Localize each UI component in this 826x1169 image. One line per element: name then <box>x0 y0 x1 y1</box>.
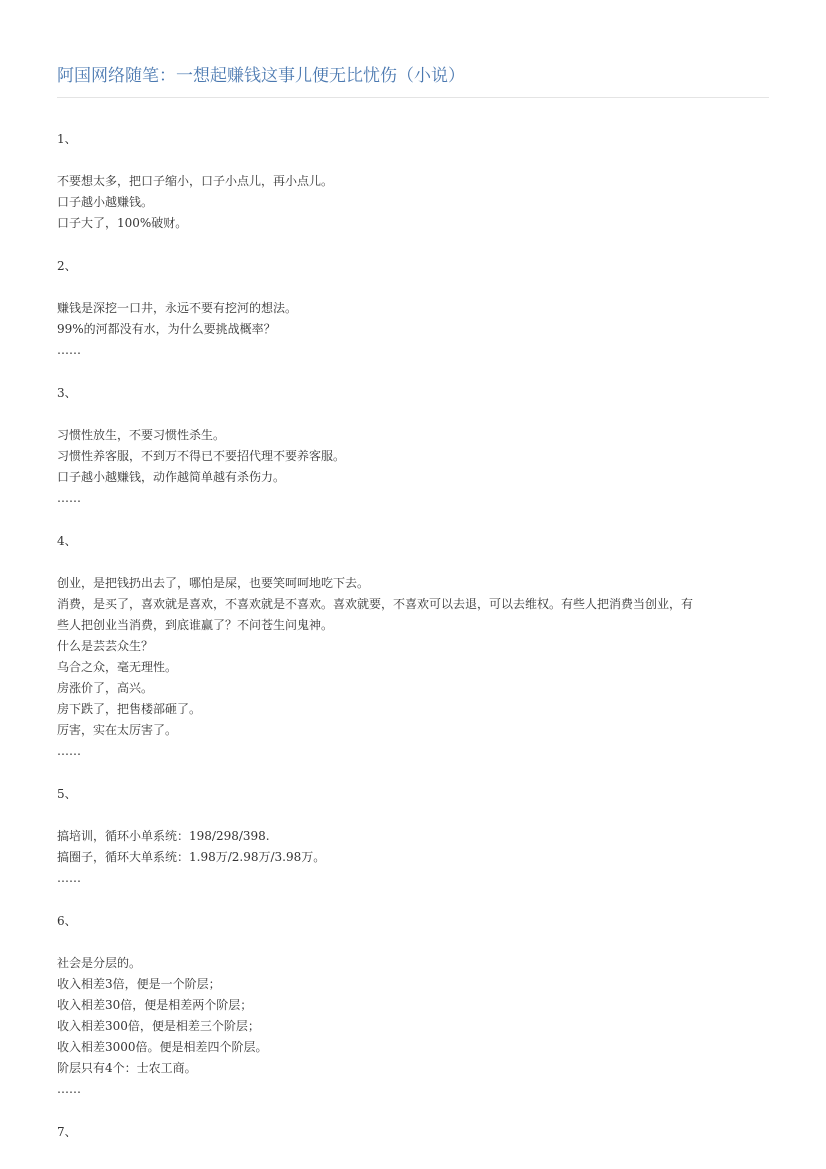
paragraph-line: 阶层只有4个：士农工商。 <box>57 1061 197 1075</box>
article-body <box>57 129 769 1164</box>
paragraph-line: 口子越小越赚钱。 <box>57 195 154 209</box>
section-number: 7、 <box>57 1125 77 1139</box>
paragraph-line: 口子大了，100%破财。 <box>57 216 188 230</box>
section-gap <box>57 361 769 383</box>
section-number: 3、 <box>57 386 77 400</box>
section-number: 6、 <box>57 914 77 928</box>
paragraph-line: 乌合之众，毫无理性。 <box>57 660 178 674</box>
section-6 <box>57 911 769 1122</box>
paragraph-line: 消费，是买了，喜欢就是喜欢，不喜欢就是不喜欢。喜欢就要，不喜欢可以去退，可以去维权。有些人把消费当创业，有 <box>57 597 694 611</box>
section-number: 5、 <box>57 787 77 801</box>
paragraph-line: 收入相差30倍，便是相差两个阶层； <box>57 998 253 1012</box>
paragraph-line: 收入相差3000倍。便是相差四个阶层。 <box>57 1040 268 1054</box>
paragraph-line: 收入相差3倍，便是一个阶层； <box>57 977 221 991</box>
paragraph-line: …… <box>57 744 81 758</box>
paragraph-line: …… <box>57 871 81 885</box>
section-number: 2、 <box>57 259 77 273</box>
section-2 <box>57 256 769 383</box>
section-4 <box>57 531 769 784</box>
section-number: 4、 <box>57 534 77 548</box>
paragraph-line: 99%的河都没有水，为什么要挑战概率？ <box>57 322 276 336</box>
section-5 <box>57 784 769 911</box>
page-title: 阿国网络随笔：一想起赚钱这事儿便无比忧伤（小说） <box>57 66 465 86</box>
section-1 <box>57 129 769 256</box>
paragraph-line: 不要想太多，把口子缩小，口子小点儿，再小点儿。 <box>57 174 334 188</box>
paragraph-line: 房涨价了，高兴。 <box>57 681 154 695</box>
section-gap <box>57 889 769 911</box>
paragraph-line: …… <box>57 491 81 505</box>
section-gap <box>57 762 769 784</box>
section-gap <box>57 234 769 256</box>
section-number: 1、 <box>57 132 77 146</box>
paragraph-line: 收入相差300倍，便是相差三个阶层； <box>57 1019 260 1033</box>
paragraph-line: 创业，是把钱扔出去了，哪怕是屎，也要笑呵呵地吃下去。 <box>57 576 370 590</box>
paragraph-line: 些人把创业当消费，到底谁赢了？不问苍生问鬼神。 <box>57 618 334 632</box>
paragraph-line: 搞培训，循环小单系统：198/298/398. <box>57 829 270 843</box>
paragraph-line: 社会是分层的。 <box>57 956 142 970</box>
paragraph-line: 口子越小越赚钱，动作越简单越有杀伤力。 <box>57 470 286 484</box>
paragraph-line: …… <box>57 343 81 357</box>
paragraph-line: 搞圈子，循环大单系统：1.98万/2.98万/3.98万。 <box>57 850 326 864</box>
paragraph-line: 习惯性养客服，不到万不得已不要招代理不要养客服。 <box>57 449 346 463</box>
paragraph-line: 什么是芸芸众生？ <box>57 639 154 653</box>
section-gap <box>57 509 769 531</box>
paragraph-line: 厉害，实在太厉害了。 <box>57 723 178 737</box>
paragraph-line: 赚钱是深挖一口井，永远不要有挖河的想法。 <box>57 301 298 315</box>
paragraph-line: 习惯性放生，不要习惯性杀生。 <box>57 428 226 442</box>
paragraph-line: …… <box>57 1082 81 1096</box>
section-3 <box>57 383 769 531</box>
section-gap <box>57 1100 769 1122</box>
section-7 <box>57 1122 769 1142</box>
paragraph-line: 房下跌了，把售楼部砸了。 <box>57 702 202 716</box>
title-divider <box>57 97 769 98</box>
